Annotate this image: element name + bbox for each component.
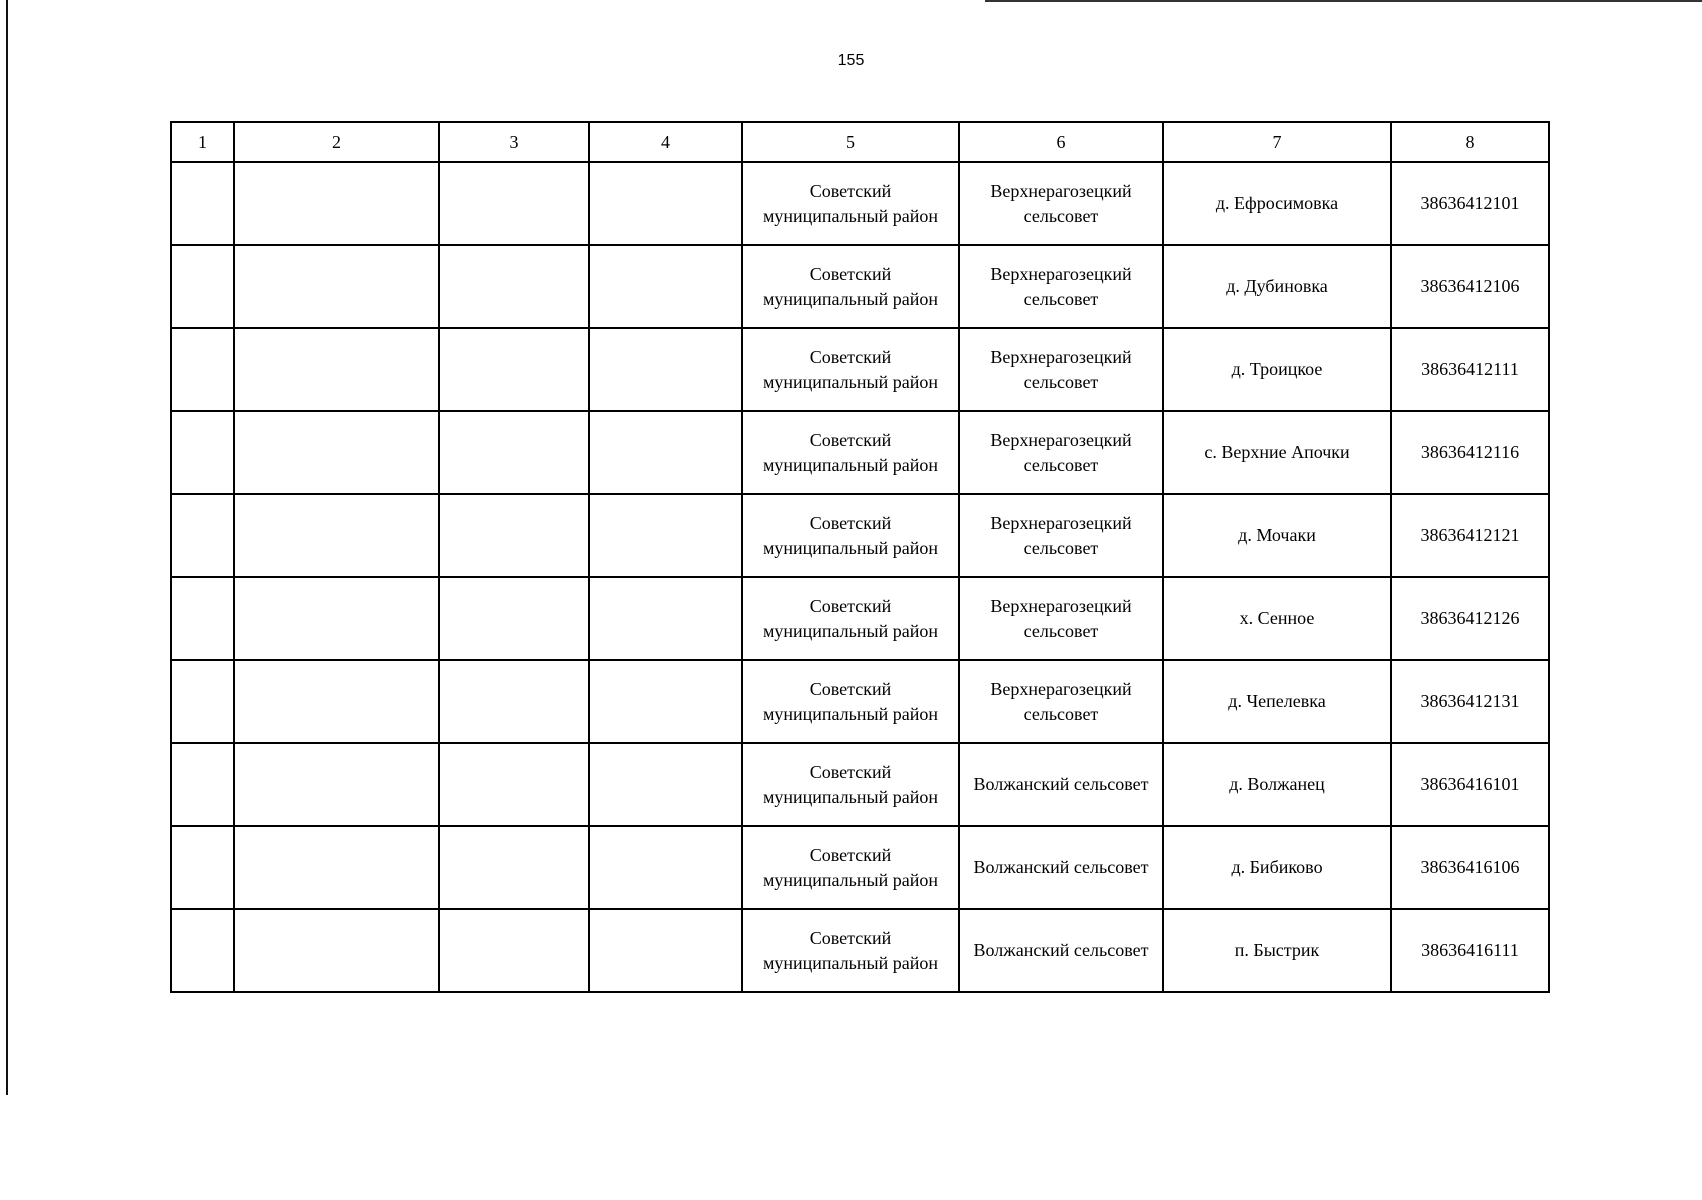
cell-col4 xyxy=(589,660,742,743)
council-cell: Верхнерагозецкий сельсовет xyxy=(959,162,1163,245)
table-row xyxy=(171,660,1549,743)
cell-col3 xyxy=(439,245,589,328)
cell-col2 xyxy=(234,328,439,411)
cell-col2 xyxy=(234,245,439,328)
scan-edge-top xyxy=(985,0,1702,2)
district-cell: Советский муниципальный район xyxy=(742,660,959,743)
council-cell: Верхнерагозецкий сельсовет xyxy=(959,245,1163,328)
code-cell: 38636412121 xyxy=(1391,494,1549,577)
cell-col2 xyxy=(234,577,439,660)
district-cell: Советский муниципальный район xyxy=(742,494,959,577)
code-cell: 38636416101 xyxy=(1391,743,1549,826)
page-number: 155 xyxy=(837,52,865,69)
cell-col1 xyxy=(171,577,234,660)
cell-col3 xyxy=(439,328,589,411)
district-cell: Советский муниципальный район xyxy=(742,328,959,411)
council-cell: Волжанский сельсовет xyxy=(959,743,1163,826)
cell-col1 xyxy=(171,660,234,743)
cell-col1 xyxy=(171,328,234,411)
settlement-cell: д. Чепелевка xyxy=(1163,660,1391,743)
table-row xyxy=(171,909,1549,992)
cell-col1 xyxy=(171,411,234,494)
settlement-cell: х. Сенное xyxy=(1163,577,1391,660)
cell-col4 xyxy=(589,743,742,826)
cell-col2 xyxy=(234,743,439,826)
settlements-table xyxy=(170,121,1550,993)
cell-col2 xyxy=(234,162,439,245)
settlement-cell: с. Верхние Апочки xyxy=(1163,411,1391,494)
district-cell: Советский муниципальный район xyxy=(742,245,959,328)
code-cell: 38636412101 xyxy=(1391,162,1549,245)
council-cell: Верхнерагозецкий сельсовет xyxy=(959,411,1163,494)
column-header-2: 2 xyxy=(234,122,439,162)
cell-col3 xyxy=(439,826,589,909)
council-cell: Волжанский сельсовет xyxy=(959,909,1163,992)
cell-col3 xyxy=(439,577,589,660)
cell-col2 xyxy=(234,826,439,909)
header-row xyxy=(171,122,1549,162)
cell-col1 xyxy=(171,494,234,577)
cell-col2 xyxy=(234,660,439,743)
table-row xyxy=(171,577,1549,660)
cell-col4 xyxy=(589,411,742,494)
table-row xyxy=(171,494,1549,577)
column-header-4: 4 xyxy=(589,122,742,162)
cell-col4 xyxy=(589,494,742,577)
council-cell: Верхнерагозецкий сельсовет xyxy=(959,328,1163,411)
cell-col4 xyxy=(589,577,742,660)
settlement-cell: д. Ефросимовка xyxy=(1163,162,1391,245)
column-header-3: 3 xyxy=(439,122,589,162)
settlement-cell: д. Троицкое xyxy=(1163,328,1391,411)
code-cell: 38636412106 xyxy=(1391,245,1549,328)
column-header-1: 1 xyxy=(171,122,234,162)
cell-col3 xyxy=(439,660,589,743)
table-row xyxy=(171,162,1549,245)
column-header-7: 7 xyxy=(1163,122,1391,162)
settlement-cell: д. Мочаки xyxy=(1163,494,1391,577)
cell-col3 xyxy=(439,494,589,577)
district-cell: Советский муниципальный район xyxy=(742,743,959,826)
cell-col4 xyxy=(589,826,742,909)
cell-col1 xyxy=(171,245,234,328)
column-header-6: 6 xyxy=(959,122,1163,162)
cell-col4 xyxy=(589,162,742,245)
council-cell: Верхнерагозецкий сельсовет xyxy=(959,577,1163,660)
column-header-5: 5 xyxy=(742,122,959,162)
cell-col3 xyxy=(439,743,589,826)
code-cell: 38636412111 xyxy=(1391,328,1549,411)
cell-col1 xyxy=(171,743,234,826)
column-header-8: 8 xyxy=(1391,122,1549,162)
code-cell: 38636416111 xyxy=(1391,909,1549,992)
district-cell: Советский муниципальный район xyxy=(742,162,959,245)
cell-col2 xyxy=(234,909,439,992)
council-cell: Волжанский сельсовет xyxy=(959,826,1163,909)
table-row xyxy=(171,826,1549,909)
cell-col2 xyxy=(234,411,439,494)
settlement-cell: д. Дубиновка xyxy=(1163,245,1391,328)
settlement-cell: д. Бибиково xyxy=(1163,826,1391,909)
code-cell: 38636412131 xyxy=(1391,660,1549,743)
cell-col1 xyxy=(171,162,234,245)
cell-col1 xyxy=(171,909,234,992)
table-row xyxy=(171,328,1549,411)
cell-col4 xyxy=(589,909,742,992)
cell-col3 xyxy=(439,411,589,494)
table-body xyxy=(171,162,1549,992)
code-cell: 38636412116 xyxy=(1391,411,1549,494)
table-row xyxy=(171,245,1549,328)
settlement-cell: п. Быстрик xyxy=(1163,909,1391,992)
cell-col3 xyxy=(439,909,589,992)
settlement-cell: д. Волжанец xyxy=(1163,743,1391,826)
cell-col1 xyxy=(171,826,234,909)
cell-col3 xyxy=(439,162,589,245)
district-cell: Советский муниципальный район xyxy=(742,411,959,494)
district-cell: Советский муниципальный район xyxy=(742,577,959,660)
cell-col4 xyxy=(589,245,742,328)
code-cell: 38636412126 xyxy=(1391,577,1549,660)
cell-col2 xyxy=(234,494,439,577)
scan-edge-left xyxy=(6,0,8,1095)
district-cell: Советский муниципальный район xyxy=(742,826,959,909)
district-cell: Советский муниципальный район xyxy=(742,909,959,992)
cell-col4 xyxy=(589,328,742,411)
council-cell: Верхнерагозецкий сельсовет xyxy=(959,660,1163,743)
code-cell: 38636416106 xyxy=(1391,826,1549,909)
table-row xyxy=(171,411,1549,494)
table-row xyxy=(171,743,1549,826)
council-cell: Верхнерагозецкий сельсовет xyxy=(959,494,1163,577)
